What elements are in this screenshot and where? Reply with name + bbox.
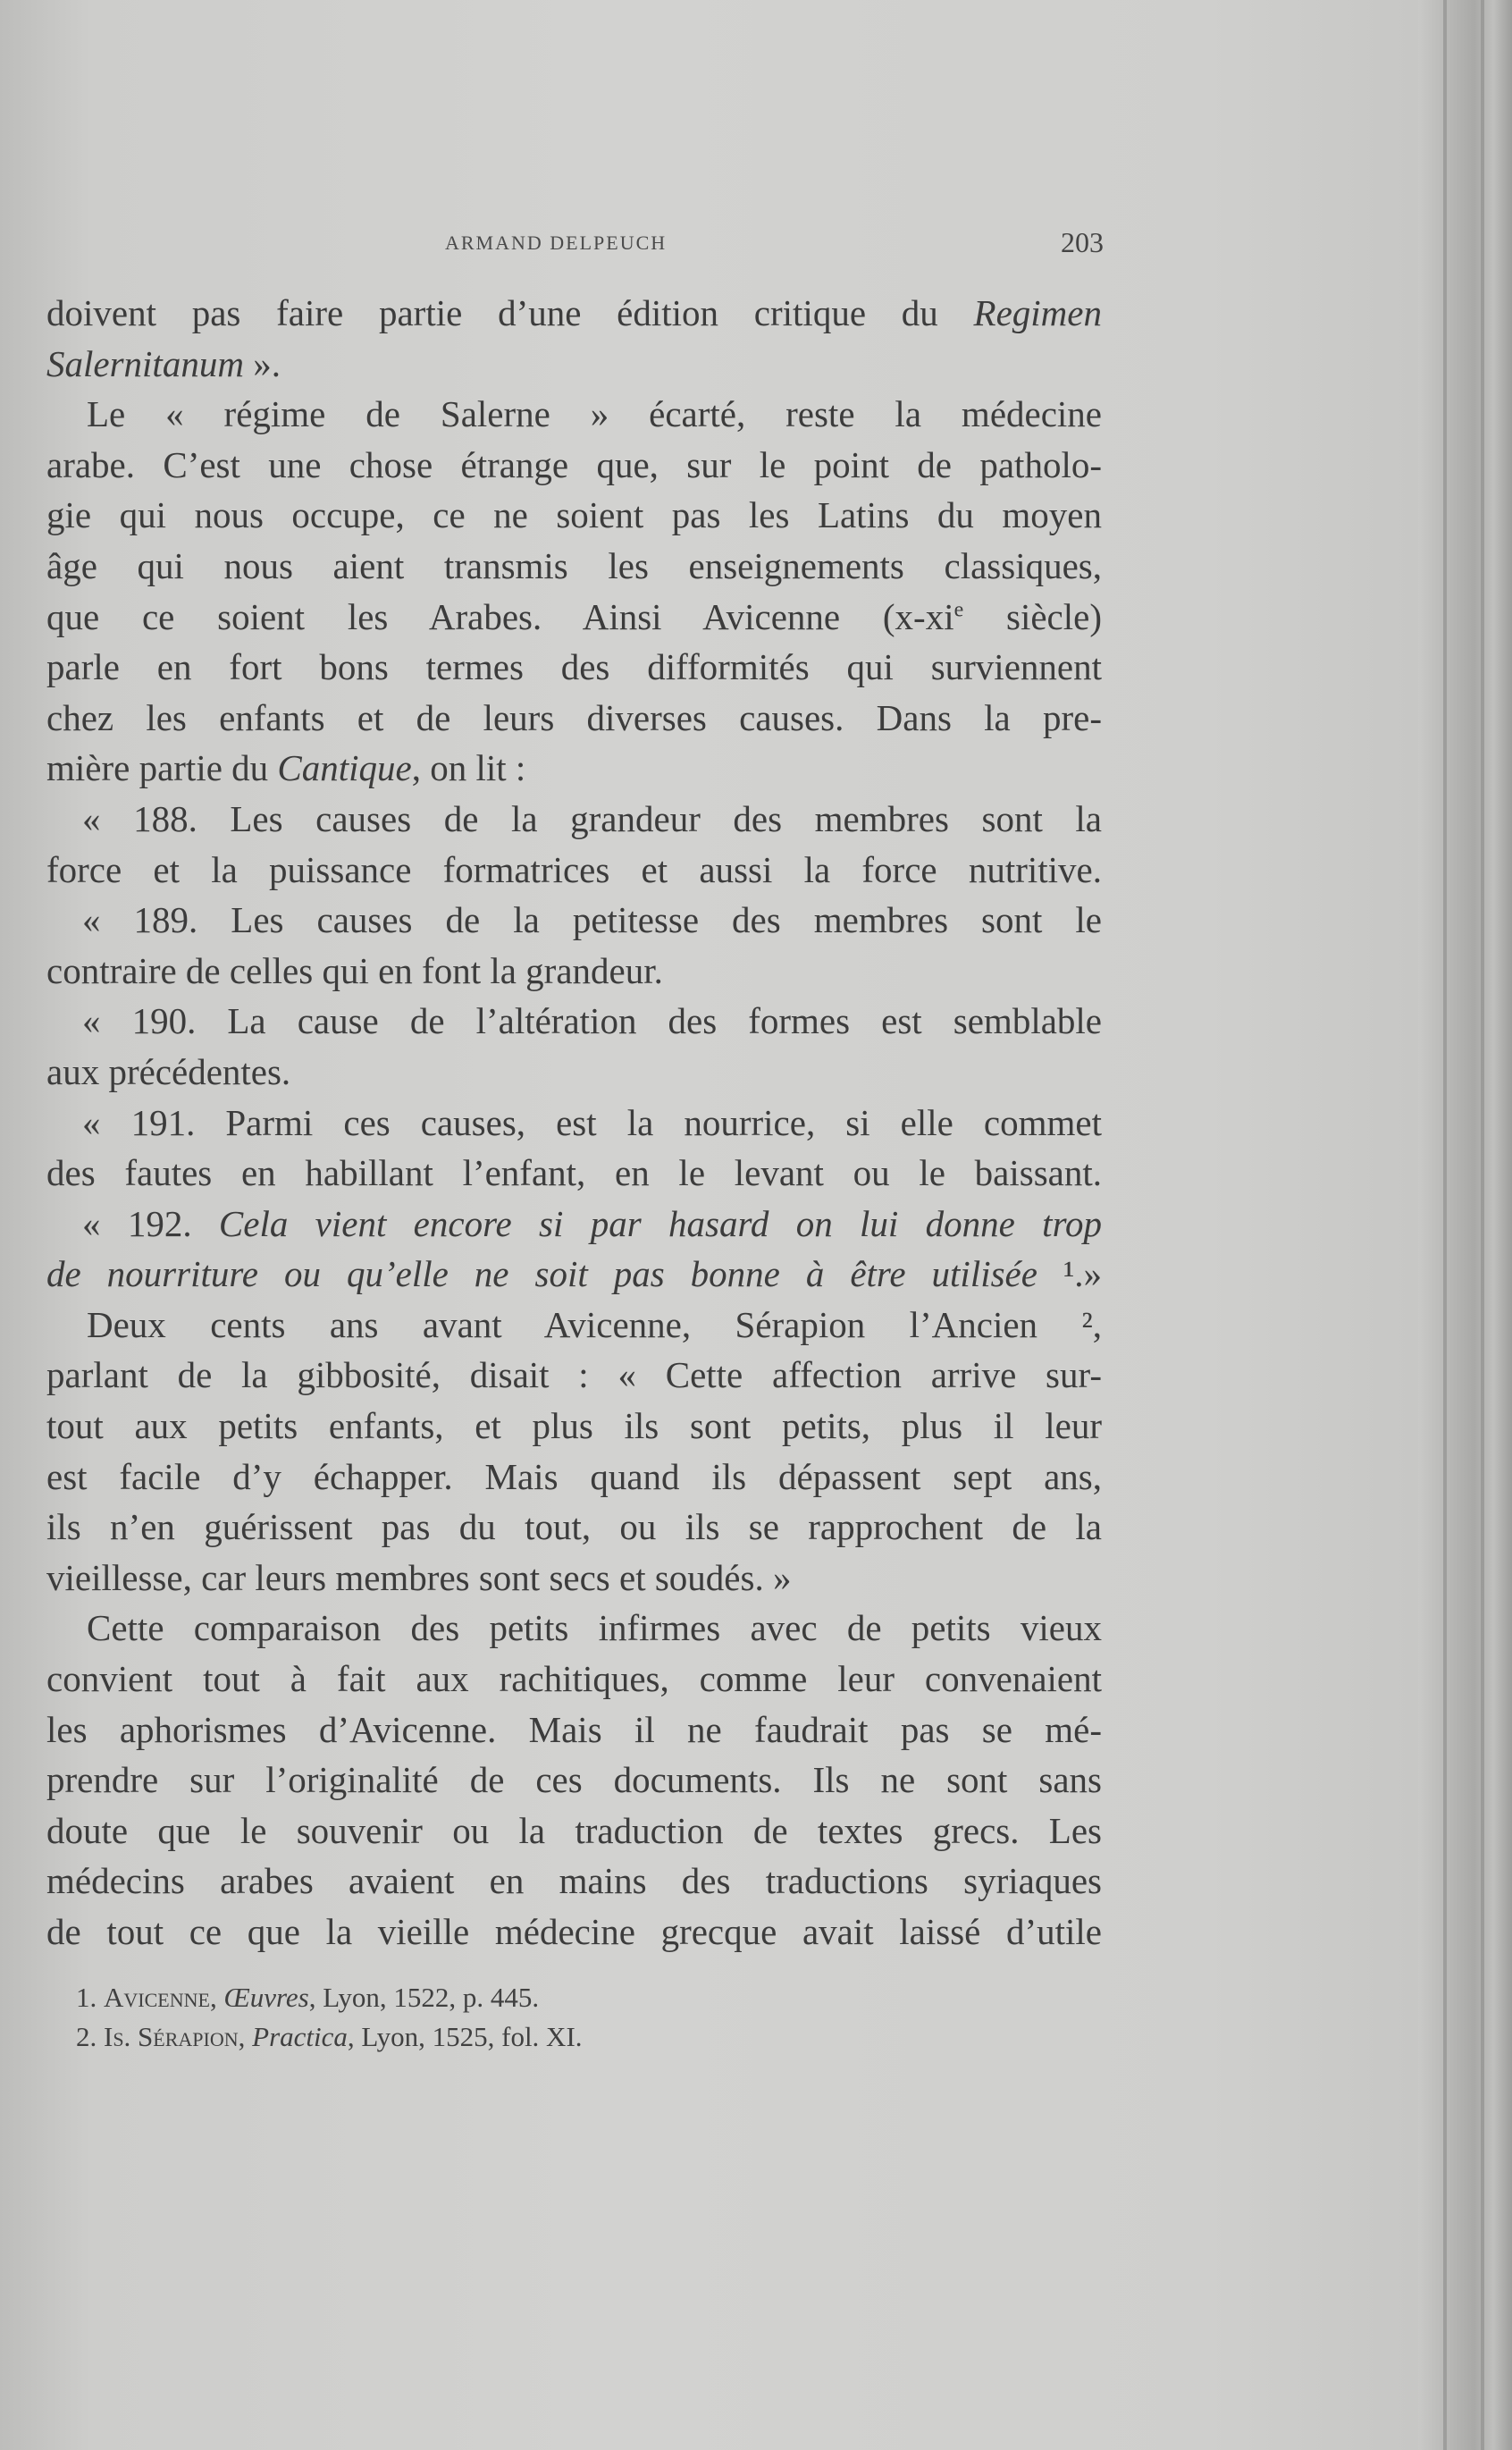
text-line: convient tout à fait aux rachitiques, comme leur convenaient <box>46 1658 1102 1700</box>
text-line: tout aux petits enfants, et plus ils sont petits, plus il leur <box>46 1405 1102 1447</box>
text-line: doivent pas faire partie d’une édition critique du Regimen <box>46 292 1102 333</box>
footnotes <box>76 1978 1095 2057</box>
text-line: Cette comparaison des petits infirmes avec de petits vieux <box>87 1607 1102 1649</box>
text-line: prendre sur l’originalité de ces documents. Ils ne sont sans <box>46 1759 1102 1801</box>
text-line: est facile d’y échapper. Mais quand ils dépassent sept ans, <box>46 1455 1102 1497</box>
page-header <box>45 226 1104 262</box>
text-line: parlant de la gibbosité, disait : « Cette affection arrive sur- <box>46 1354 1102 1396</box>
text-line: mière partie du Cantique, on lit : <box>46 747 526 789</box>
footnote: 1. Avicenne, Œuvres, Lyon, 1522, p. 445. <box>76 1982 540 2013</box>
text-line: « 192. Cela vient encore si par hasard on lui donne trop <box>82 1202 1102 1244</box>
text-line: médecins arabes avaient en mains des traductions syriaques <box>46 1860 1102 1902</box>
text-line: âge qui nous aient transmis les enseignements classiques, <box>46 544 1102 586</box>
text-line: ils n’en guérissent pas du tout, ou ils se rapprochent de la <box>46 1506 1102 1548</box>
page-binding-edge <box>1418 0 1512 2450</box>
page-number: 203 <box>1061 226 1104 258</box>
text-line: « 189. Les causes de la petitesse des membres sont le <box>82 899 1102 941</box>
text-line: Le « régime de Salerne » écarté, reste la médecine <box>87 393 1102 435</box>
text-line: arabe. C’est une chose étrange que, sur le point de patholo- <box>46 443 1102 485</box>
text-line: vieillesse, car leurs membres sont secs et soudés. » <box>46 1556 792 1598</box>
text-line: doute que le souvenir ou la traduction de textes grecs. Les <box>46 1809 1102 1851</box>
text-line: gie qui nous occupe, ce ne soient pas les Latins du moyen <box>46 494 1102 536</box>
text-line: force et la puissance formatrices et aussi la force nutritive. <box>46 848 1102 890</box>
binding-shadow-line <box>1443 0 1447 2450</box>
text-line: « 191. Parmi ces causes, est la nourrice, si elle commet <box>82 1101 1102 1143</box>
text-line: de tout ce que la vieille médecine grecque avait laissé d’utile <box>46 1911 1102 1952</box>
text-line: chez les enfants et de leurs diverses causes. Dans la pre- <box>46 696 1102 738</box>
text-line: parle en fort bons termes des difformités qui surviennent <box>46 646 1102 688</box>
text-line: Salernitanum ». <box>46 342 281 384</box>
text-line: « 188. Les causes de la grandeur des membres sont la <box>82 797 1102 839</box>
text-line: « 190. La cause de l’altération des formes est semblable <box>82 1000 1102 1042</box>
text-line: de nourriture ou qu’elle ne soit pas bonne à être utilisée ¹.» <box>46 1253 1102 1295</box>
text-line: Deux cents ans avant Avicenne, Sérapion l’Ancien ², <box>87 1303 1102 1345</box>
text-line: aux précédentes. <box>46 1050 291 1092</box>
footnote: 2. Is. Sérapion, Practica, Lyon, 1525, fol. XI. <box>76 2021 583 2052</box>
text-line: les aphorismes d’Avicenne. Mais il ne faudrait pas se mé- <box>46 1708 1102 1750</box>
text-line: contraire de celles qui en font la grandeur. <box>46 949 663 991</box>
text-line: des fautes en habillant l’enfant, en le levant ou le baissant. <box>46 1152 1102 1194</box>
body-text <box>46 288 1102 1957</box>
binding-shadow-line <box>1481 0 1484 2450</box>
running-head: ARMAND DELPEUCH <box>445 232 668 254</box>
text-line: que ce soient les Arabes. Ainsi Avicenne ($x-xi^e$ siècle) <box>46 595 1102 637</box>
